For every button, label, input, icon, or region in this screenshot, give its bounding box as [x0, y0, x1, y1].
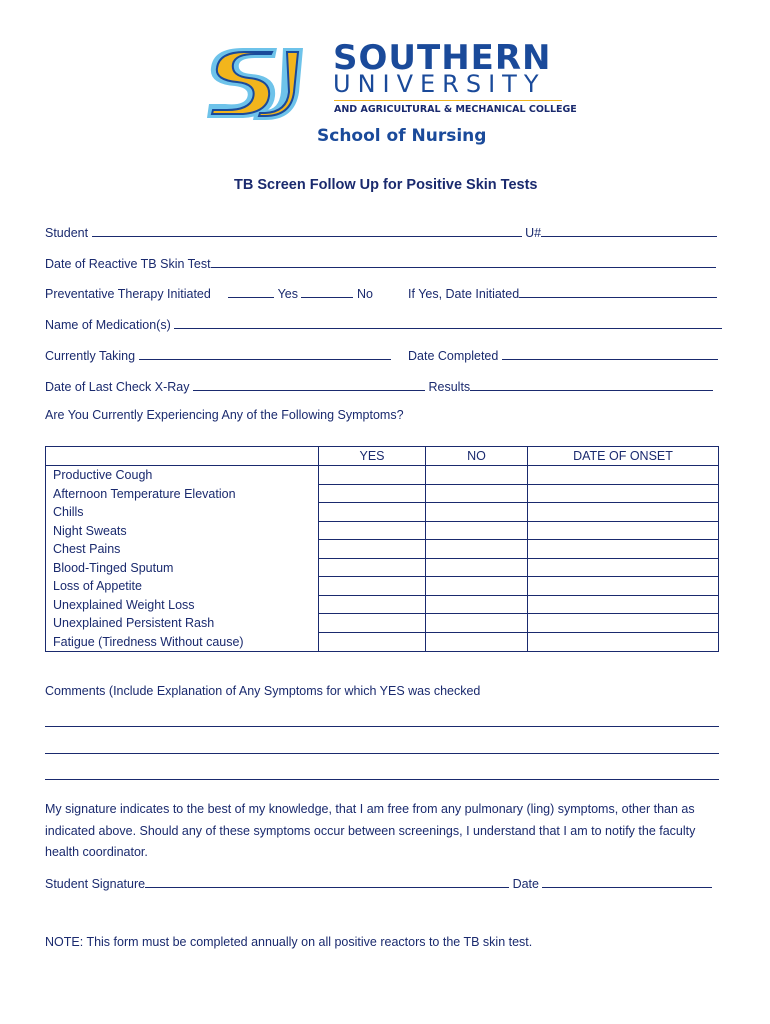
no-cell[interactable]: [426, 614, 527, 633]
symptom-item: Chest Pains: [53, 542, 121, 556]
logo-southern: SOUTHERN: [333, 38, 552, 78]
date-initiated-label: If Yes, Date Initiated: [408, 287, 520, 301]
su-monogram-logo: [203, 40, 328, 124]
date-completed-label: Date Completed: [408, 349, 499, 363]
student-signature-field[interactable]: [145, 875, 509, 888]
u-number-field[interactable]: [541, 224, 717, 237]
yes-cell[interactable]: [319, 633, 425, 652]
logo-divider: [334, 100, 562, 101]
date-onset-cell[interactable]: [528, 485, 718, 504]
no-cell[interactable]: [426, 466, 527, 485]
symptom-item: Fatigue (Tiredness Without cause): [53, 634, 244, 649]
xray-label: Date of Last Check X-Ray: [45, 380, 190, 394]
logo-college-line: AND AGRICULTURAL & MECHANICAL COLLEGE: [334, 104, 577, 115]
form-title: TB Screen Follow Up for Positive Skin Tests: [234, 177, 538, 193]
date-onset-cell[interactable]: [528, 596, 718, 615]
yes-column: [319, 466, 426, 652]
date-onset-cell[interactable]: [528, 559, 718, 578]
date-onset-cell[interactable]: [528, 633, 718, 652]
reactive-test-row: [45, 255, 716, 271]
yes-cell[interactable]: [319, 614, 425, 633]
no-cell[interactable]: [426, 633, 527, 652]
results-label: Results: [428, 380, 471, 394]
table-body-row: [46, 466, 719, 652]
date-onset-cell[interactable]: [528, 540, 718, 559]
form-note: NOTE: This form must be completed annually on all positive reactors to the TB skin test.: [45, 935, 533, 949]
reactive-test-date-field[interactable]: [211, 255, 716, 268]
xray-date-field[interactable]: [193, 378, 425, 391]
no-cell[interactable]: [426, 522, 527, 541]
symptoms-question: Are You Currently Experiencing Any of the Following Symptoms?: [45, 408, 404, 422]
student-name-field[interactable]: [92, 224, 522, 237]
yes-cell[interactable]: [319, 540, 425, 559]
symptoms-table: [45, 446, 719, 652]
comments-line-3[interactable]: [45, 779, 719, 780]
no-column: [426, 466, 528, 652]
comments-line-1[interactable]: [45, 726, 719, 727]
yes-cell[interactable]: [319, 466, 425, 485]
currently-taking-row: [45, 347, 391, 363]
date-initiated-row: [408, 285, 717, 301]
school-name: School of Nursing: [317, 126, 487, 146]
no-cell[interactable]: [426, 596, 527, 615]
medication-field[interactable]: [174, 316, 722, 329]
medication-label: Name of Medication(s): [45, 318, 171, 332]
statement-line-3: health coordinator.: [45, 845, 148, 859]
table-header-yes: YES: [319, 447, 426, 466]
symptom-item: Blood-Tinged Sputum: [53, 560, 174, 575]
student-row: [45, 224, 717, 240]
yes-cell[interactable]: [319, 503, 425, 522]
yes-cell[interactable]: [319, 596, 425, 615]
statement-line-1: My signature indicates to the best of my knowledge, that I am free from any pulmonary (ling) symptoms, other than as: [45, 802, 695, 816]
no-cell[interactable]: [426, 503, 527, 522]
signature-date-field[interactable]: [542, 875, 712, 888]
symptom-item: Loss of Appetite: [53, 579, 142, 593]
no-label: No: [356, 287, 373, 301]
student-signature-label: Student Signature: [45, 877, 146, 891]
no-cell[interactable]: [426, 559, 527, 578]
date-onset-cell[interactable]: [528, 503, 718, 522]
u-number-label: U#: [525, 226, 542, 240]
xray-row: [45, 378, 713, 394]
date-initiated-field[interactable]: [519, 285, 717, 298]
symptom-item: Afternoon Temperature Elevation: [53, 486, 236, 501]
reactive-test-label: Date of Reactive TB Skin Test: [45, 257, 211, 271]
statement-line-2: indicated above. Should any of these symptoms occur between screenings, I understand that I am to notify the faculty: [45, 824, 696, 838]
yes-label: Yes: [277, 287, 298, 301]
date-onset-cell[interactable]: [528, 577, 718, 596]
comments-line-2[interactable]: [45, 753, 719, 754]
yes-cell[interactable]: [319, 559, 425, 578]
therapy-yes-field[interactable]: [228, 285, 274, 298]
date-onset-cell[interactable]: [528, 522, 718, 541]
symptom-item: Productive Cough: [53, 468, 153, 482]
therapy-no-field[interactable]: [301, 285, 353, 298]
currently-taking-label: Currently Taking: [45, 349, 136, 363]
symptom-list: [46, 466, 319, 652]
table-header-row: [46, 447, 719, 466]
no-cell[interactable]: [426, 577, 527, 596]
table-header-blank: [46, 447, 319, 466]
no-cell[interactable]: [426, 485, 527, 504]
therapy-row: [45, 285, 373, 301]
date-completed-field[interactable]: [502, 347, 718, 360]
results-field[interactable]: [470, 378, 713, 391]
table-header-no: NO: [426, 447, 528, 466]
signature-date-label: Date: [512, 877, 539, 891]
medication-row: [45, 316, 722, 332]
yes-cell[interactable]: [319, 522, 425, 541]
comments-label: Comments (Include Explanation of Any Symptoms for which YES was checked: [45, 684, 481, 698]
table-header-date-onset: DATE OF ONSET: [528, 447, 719, 466]
date-completed-row: [408, 347, 718, 363]
symptom-item: Night Sweats: [53, 523, 127, 538]
date-onset-column: [528, 466, 719, 652]
signature-row: [45, 875, 712, 891]
symptom-item: Unexplained Weight Loss: [53, 597, 195, 612]
date-onset-cell[interactable]: [528, 614, 718, 633]
student-label: Student: [45, 226, 89, 240]
logo-university: UNIVERSITY: [333, 70, 546, 98]
yes-cell[interactable]: [319, 577, 425, 596]
symptom-item: Unexplained Persistent Rash: [53, 616, 215, 630]
date-onset-cell[interactable]: [528, 466, 718, 485]
symptom-item: Chills: [53, 505, 84, 519]
no-cell[interactable]: [426, 540, 527, 559]
therapy-label: Preventative Therapy Initiated: [45, 287, 211, 301]
yes-cell[interactable]: [319, 485, 425, 504]
currently-taking-field[interactable]: [139, 347, 391, 360]
